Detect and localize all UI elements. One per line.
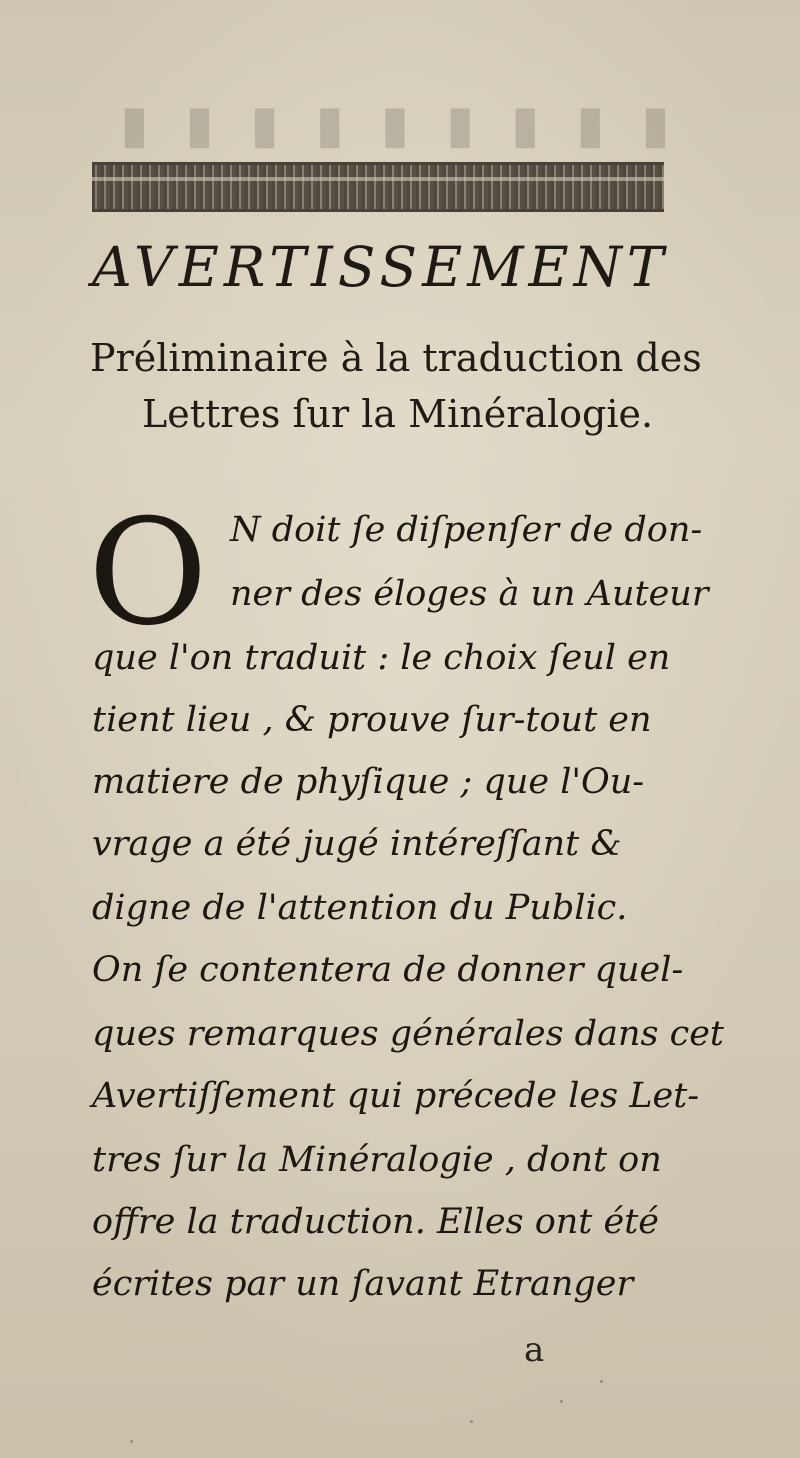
subtitle bbox=[90, 330, 730, 442]
bleed-through-text: ▮ ▮ ▮ ▮ ▮ ▮ ▮ ▮ ▮ bbox=[110, 95, 670, 155]
body-line-5: matiere de phyſique ; que l'Ou- bbox=[92, 762, 645, 802]
body-line-6: vrage a été jugé intéreſſant & bbox=[92, 824, 622, 864]
body-line-8: On ſe contentera de donner quel- bbox=[92, 950, 684, 990]
signature-mark: a bbox=[524, 1330, 545, 1370]
body-line-9: ques remarques générales dans cet bbox=[92, 1014, 724, 1054]
body-line-4: tient lieu , & prouve ſur-tout en bbox=[92, 700, 652, 740]
drop-capital: O bbox=[88, 488, 208, 658]
body-line-10: Avertiſſement qui précede les Let- bbox=[92, 1076, 700, 1116]
paper-speck bbox=[600, 1380, 603, 1383]
paper-speck bbox=[470, 1420, 473, 1423]
subtitle-line-2: Lettres ſur la Minéralogie. bbox=[142, 392, 654, 436]
body-line-11: tres ſur la Minéralogie , dont on bbox=[92, 1140, 662, 1180]
paper-speck bbox=[130, 1440, 133, 1443]
page-title: AVERTISSEMENT bbox=[92, 235, 669, 299]
body-line-12: offre la traduction. Elles ont été bbox=[92, 1202, 659, 1242]
body-line-13: écrites par un ſavant Etranger bbox=[92, 1264, 634, 1304]
body-line-2: ner des éloges à un Auteur bbox=[230, 574, 709, 614]
body-line-1: N doit ſe diſpenſer de don- bbox=[230, 510, 703, 550]
subtitle-line-1: Préliminaire à la traduction des bbox=[90, 336, 702, 380]
ornamental-header-bar bbox=[92, 162, 664, 212]
paper-speck bbox=[560, 1400, 563, 1403]
body-line-7: digne de l'attention du Public. bbox=[92, 888, 628, 928]
body-line-3: que l'on traduit : le choix ſeul en bbox=[92, 638, 671, 678]
